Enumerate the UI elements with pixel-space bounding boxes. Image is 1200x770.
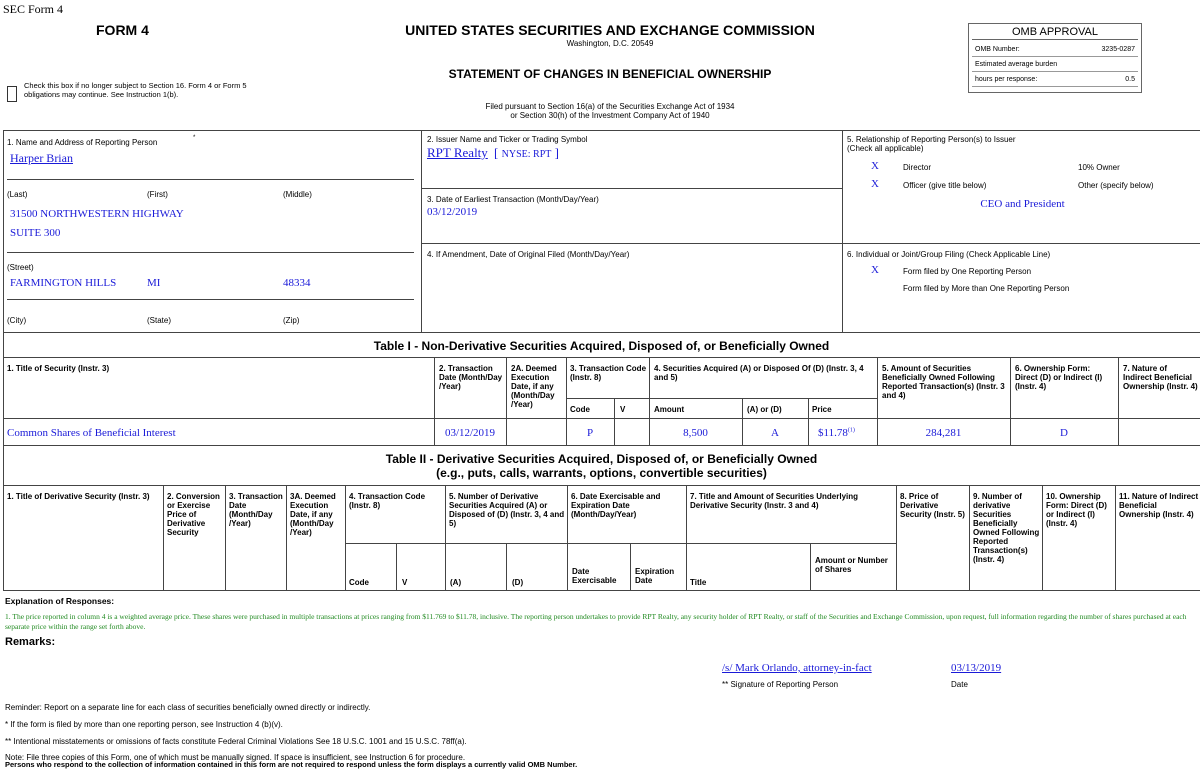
last-label: (Last) — [7, 190, 28, 199]
state-value: MI — [147, 277, 161, 289]
security-title: Common Shares of Beneficial Interest — [7, 427, 176, 439]
t1-col5-header: 5. Amount of Securities Beneficially Owned Following Reported Transaction(s) (Instr. 3 and 4) — [882, 364, 1005, 400]
director-mark: X — [871, 160, 879, 172]
t1-col6-header: 6. Ownership Form: Direct (D) or Indirect (I) (Instr. 4) — [1015, 364, 1103, 391]
omb-hours-label: hours per response: — [975, 76, 1038, 83]
footer-note-2: ** Intentional misstatements or omissions of facts constitute Federal Criminal Violations See 18 U.S.C. 1001 and 15 U.S.C. 78ff(a). — [5, 737, 467, 746]
footer-note-1: * If the form is filed by more than one reporting person, see Instruction 4 (b)(v). — [5, 720, 283, 729]
city-value: FARMINGTON HILLS — [10, 277, 117, 289]
remarks-heading: Remarks: — [5, 636, 56, 648]
one-person-mark: X — [871, 264, 879, 276]
t1-price-header: Price — [812, 405, 832, 414]
filed-line-2: or Section 30(h) of the Investment Company Act of 1940 — [510, 111, 710, 120]
no-longer-subject-checkbox[interactable] — [7, 86, 17, 102]
t1-col4-header: 4. Securities Acquired (A) or Disposed Of (D) (Instr. 3, 4 and 5) — [654, 364, 864, 382]
agency-city: Washington, D.C. 20549 — [566, 39, 654, 48]
earliest-transaction-date: 03/12/2019 — [427, 206, 478, 218]
other-label: Other (specify below) — [1078, 181, 1154, 190]
agency-name: UNITED STATES SECURITIES AND EXCHANGE COMMISSION — [405, 22, 815, 38]
middle-label: (Middle) — [283, 190, 312, 199]
t2-amount-shares-header: Amount or Number of Shares — [815, 556, 888, 574]
explanation-heading: Explanation of Responses: — [5, 596, 115, 606]
first-label: (First) — [147, 190, 168, 199]
t2-col8-header: 8. Price of Derivative Security (Instr. 5) — [900, 492, 965, 519]
checkbox-label: Check this box if no longer subject to Section 16. Form 4 or Form 5 obligations may continue. See Instruction 1(b). — [24, 81, 247, 99]
table1-title: Table I - Non-Derivative Securities Acquired, Disposed of, or Beneficially Owned — [373, 339, 830, 353]
ownership-form: D — [1060, 427, 1068, 439]
box2-label: 2. Issuer Name and Ticker or Trading Symbol — [427, 135, 588, 144]
officer-mark: X — [871, 178, 879, 190]
t1-col7-header: 7. Nature of Indirect Beneficial Ownership (Instr. 4) — [1123, 364, 1198, 391]
city-label: (City) — [7, 316, 27, 325]
t2-v-header: V — [402, 578, 408, 587]
filed-line-1: Filed pursuant to Section 16(a) of the Securities Exchange Act of 1934 — [485, 102, 735, 111]
t2-code-header: Code — [349, 578, 369, 587]
transaction-code: P — [586, 427, 594, 439]
t1-col3-header: 3. Transaction Code (Instr. 8) — [570, 364, 647, 382]
t2-col1-header: 1. Title of Derivative Security (Instr. 3) — [7, 492, 150, 501]
box3-label: 3. Date of Earliest Transaction (Month/Day/Year) — [427, 195, 599, 204]
signature-date: 03/13/2019 — [951, 662, 1002, 674]
price-footnote: (1) — [847, 427, 855, 434]
box1-label: 1. Name and Address of Reporting Person — [7, 138, 158, 147]
owned-following: 284,281 — [925, 427, 962, 439]
footer-note-3: Note: File three copies of this Form, one of which must be manually signed. If space is insufficient, see Instruction 6 for procedure. — [5, 753, 466, 762]
street-label: (Street) — [7, 263, 34, 272]
acquired-or-disposed: A — [771, 427, 779, 439]
explanation-text: 1. The price reported in column 4 is a weighted average price. These shares were purchased in multiple transactions at prices ranging from $11.769 to $11.78, inclusive. The reporting person undertakes to provide RPT Realty, any security holder of RPT Realty, or staff of the Securities and Exchange Commission, upon request, full information regarding the number of shares purchased at each separate price within the range set forth above. — [5, 612, 1187, 631]
omb-burden-label: Estimated average burden — [975, 61, 1058, 68]
table2-title: Table II - Derivative Securities Acquired, Disposed of, or Beneficially Owned — [385, 452, 818, 466]
omb-number-value: 3235-0287 — [1101, 46, 1135, 53]
date-label: Date — [951, 680, 968, 689]
statement-title: STATEMENT OF CHANGES IN BENEFICIAL OWNERSHIP — [448, 67, 772, 81]
box6-label: 6. Individual or Joint/Group Filing (Check Applicable Line) — [847, 250, 1051, 259]
officer-label: Officer (give title below) — [903, 181, 987, 190]
t2-col5-header: 5. Number of Derivative Securities Acquired (A) or Disposed of (D) (Instr. 3, 4 and 5) — [449, 492, 565, 528]
price-value: $11.78$^{(1)}$ — [818, 427, 855, 439]
box5-sublabel: (Check all applicable) — [847, 144, 924, 153]
t1-amount-header: Amount — [654, 405, 685, 414]
footer-omb-notice: Persons who respond to the collection of information contained in this form are not required to respond unless the form displays a currently valid OMB Number. — [5, 760, 578, 769]
omb-approval-box — [968, 23, 1142, 93]
t2-col7-header: 7. Title and Amount of Securities Underlying Derivative Security (Instr. 3 and 4) — [690, 492, 859, 510]
form-title: FORM 4 — [96, 22, 149, 38]
officer-title: CEO and President — [980, 198, 1065, 210]
omb-number-label: OMB Number: — [975, 46, 1020, 53]
doc-label: SEC Form 4 — [3, 2, 64, 16]
issuer-line: RPT Realty [ NYSE: RPT ] — [427, 145, 559, 160]
box5-label: 5. Relationship of Reporting Person(s) to Issuer — [847, 135, 1016, 144]
t2-col6-header: 6. Date Exercisable and Expiration Date (Month/Day/Year) — [571, 492, 661, 519]
t2-col2-header: 2. Conversion or Exercise Price of Derivative Security — [167, 492, 220, 537]
state-label: (State) — [147, 316, 172, 325]
address-line-1: 31500 NORTHWESTERN HIGHWAY — [10, 208, 184, 220]
t2-col9-header: 9. Number of derivative Securities Beneficially Owned Following Reported Transaction(s) (Instr. 4) — [973, 492, 1040, 564]
t1-col2a-header: 2A. Deemed Execution Date, if any (Month/Day /Year) — [511, 364, 557, 409]
omb-title: OMB APPROVAL — [1012, 26, 1098, 38]
t2-date-exercisable-header: Date Exercisable — [572, 567, 617, 585]
box4-label: 4. If Amendment, Date of Original Filed (Month/Day/Year) — [427, 250, 630, 259]
amount-value: 8,500 — [683, 427, 708, 439]
one-person-label: Form filed by One Reporting Person — [903, 267, 1032, 276]
multiple-persons-label: Form filed by More than One Reporting Person — [903, 284, 1070, 293]
zip-value: 48334 — [283, 277, 311, 289]
t2-a-header: (A) — [450, 578, 462, 587]
address-line-2: SUITE 300 — [10, 227, 61, 239]
t2-title-header: Title — [690, 578, 707, 587]
t2-col3-header: 3. Transaction Date (Month/Day /Year) — [229, 492, 283, 528]
t1-col1-header: 1. Title of Security (Instr. 3) — [7, 364, 110, 373]
ticker-symbol: NYSE: RPT — [501, 149, 552, 160]
director-label: Director — [903, 163, 932, 172]
t2-expiration-header: Expiration Date — [635, 567, 675, 585]
reporting-person-link[interactable]: Harper Brian — [10, 151, 73, 165]
zip-label: (Zip) — [283, 316, 300, 325]
t1-col2-header: 2. Transaction Date (Month/Day /Year) — [439, 364, 503, 391]
t1-code-header: Code — [570, 405, 590, 414]
t1-aord-header: (A) or (D) — [747, 405, 782, 414]
signature-label: ** Signature of Reporting Person — [722, 680, 839, 689]
ten-pct-owner-label: 10% Owner — [1078, 163, 1120, 172]
signature-name[interactable]: /s/ Mark Orlando, attorney-in-fact — [722, 662, 872, 674]
table2-subtitle: (e.g., puts, calls, warrants, options, convertible securities) — [436, 466, 767, 480]
t2-d-header: (D) — [512, 578, 524, 587]
issuer-link[interactable]: RPT Realty — [427, 145, 488, 160]
t1-v-header: V — [620, 405, 626, 414]
t2-col4-header: 4. Transaction Code (Instr. 8) — [349, 492, 426, 510]
footer-reminder: Reminder: Report on a separate line for each class of securities beneficially owned directly or indirectly. — [5, 703, 371, 712]
t2-col3a-header: 3A. Deemed Execution Date, if any (Month/Day /Year) — [290, 492, 336, 537]
transaction-date: 03/12/2019 — [444, 427, 496, 439]
t2-col11-header: 11. Nature of Indirect Beneficial Ownership (Instr. 4) — [1119, 492, 1199, 519]
t2-col10-header: 10. Ownership Form: Direct (D) or Indirect (I) (Instr. 4) — [1046, 492, 1107, 528]
omb-hours-value: 0.5 — [1125, 76, 1135, 83]
